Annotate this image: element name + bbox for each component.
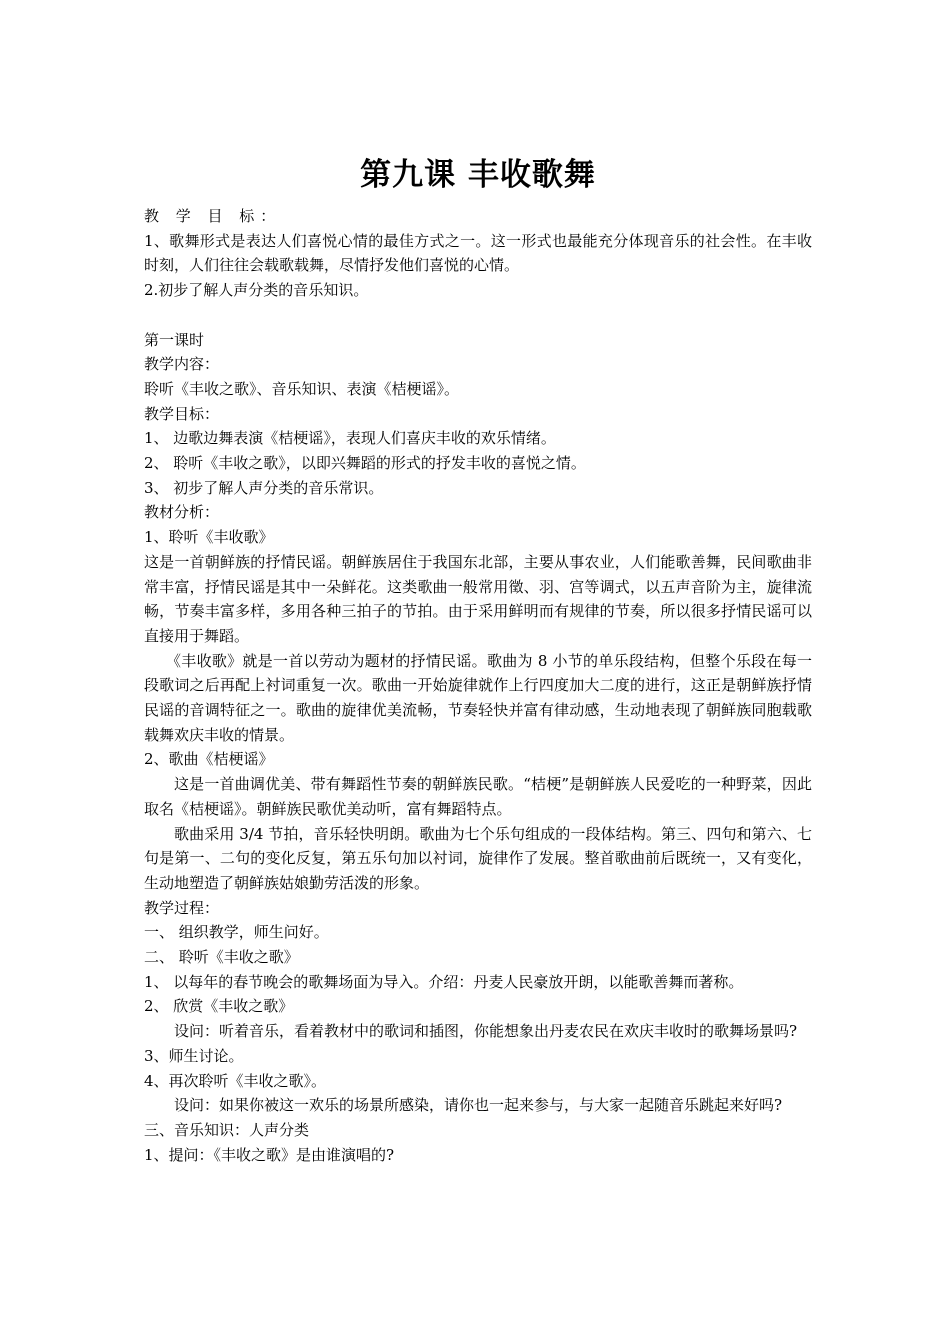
objectives-label: 教学目标： (144, 404, 220, 423)
goal-item-2: 2.初步了解人声分类的音乐知识。 (144, 281, 369, 300)
page-title: 第九课 丰收歌舞 (360, 157, 596, 193)
process-step-2-question-1: 设问：听着音乐，看着教材中的歌词和插图，你能想象出丹麦农民在欢庆丰收时的歌舞场景吗? (174, 1022, 798, 1041)
process-step-2-item-1: 1、 以每年的春节晚会的歌舞场面为导入。介绍：丹麦人民豪放开朗，以能歌善舞而著称。 (144, 972, 744, 991)
analysis-1-paragraph-1: 这是一首朝鲜族的抒情民谣。朝鲜族居住于我国东北部，主要从事农业，人们能歌善舞，民间歌曲非常丰富，抒情民谣是其中一朵鲜花。这类歌曲一般常用徵、羽、宫等调式，以五声音阶为主，旋律流畅，节奏丰富多样，多用各种三拍子的节拍。由于采用鲜明而有规律的节奏，所以很多抒情民谣可以直接用于舞蹈。 (144, 552, 812, 645)
process-step-2-item-4: 4、再次聆听《丰收之歌》。 (144, 1071, 327, 1090)
process-step-3: 三、音乐知识：人声分类 (144, 1121, 310, 1139)
analysis-1-paragraph-2: 《丰收歌》就是一首以劳动为题材的抒情民谣。歌曲为 8 小节的单乐段结构，但整个乐段在每一段歌词之后再配上衬词重复一次。歌曲一开始旋律就作上行四度加大二度的进行，这正是朝鲜族抒情民谣的音调特征之一。歌曲的旋律优美流畅，节奏轻快并富有律动感，生动地表现了朝鲜族同胞载歌载舞欢庆丰收的情景。 (144, 651, 812, 744)
analysis-2-paragraph-1: 这是一首曲调优美、带有舞蹈性节奏的朝鲜族民歌。“桔梗”是朝鲜族人民爱吃的一种野菜，因此取名《桔梗谣》。朝鲜族民歌优美动听，富有舞蹈特点。 (144, 775, 812, 818)
analysis-1-heading: 1、聆听《丰收歌》 (144, 528, 274, 547)
blank-line (144, 303, 812, 328)
content-label: 教学内容： (144, 355, 220, 374)
objective-item-1: 1、 边歌边舞表演《桔梗谣》，表现人们喜庆丰收的欢乐情绪。 (144, 429, 556, 448)
goal-item-1: 1、歌舞形式是表达人们喜悦心情的最佳方式之一。这一形式也最能充分体现音乐的社会性。在丰收时刻，人们往往会载歌载舞，尽情抒发他们喜悦的心情。 (144, 231, 812, 275)
analysis-2-heading: 2、歌曲《桔梗谣》 (144, 750, 274, 769)
process-step-3-item-1: 1、提问：《丰收之歌》是由谁演唱的? (144, 1145, 395, 1164)
process-step-2-item-3: 3、师生讨论。 (144, 1046, 244, 1065)
analysis-2-paragraph-2: 歌曲采用 3/4 节拍，音乐轻快明朗。歌曲为七个乐句组成的一段体结构。第三、四句和第六、七句是第一、二句的变化反复，第五乐句加以衬词，旋律作了发展。整首歌曲前后既统一，又有变化，生动地塑造了朝鲜族姑娘勤劳活泼的形象。 (144, 824, 812, 892)
process-label: 教学过程： (144, 898, 220, 917)
process-step-2-item-2: 2、 欣赏《丰收之歌》 (144, 997, 294, 1016)
objective-item-2: 2、 聆听《丰收之歌》，以即兴舞蹈的形式的抒发丰收的喜悦之情。 (144, 454, 586, 473)
process-step-1: 一、 组织教学，师生问好。 (144, 923, 329, 942)
lesson-heading: 第一课时 (144, 330, 205, 349)
objective-item-3: 3、 初步了解人声分类的音乐常识。 (144, 478, 384, 497)
goals-label: 教 学 目 标： (144, 207, 282, 225)
analysis-label: 教材分析： (144, 503, 220, 522)
content-text: 聆听《丰收之歌》、音乐知识、表演《桔梗谣》。 (144, 379, 460, 398)
process-step-2: 二、 聆听《丰收之歌》 (144, 948, 299, 967)
document-page (144, 150, 812, 1167)
process-step-2-question-2: 设问：如果你被这一欢乐的场景所感染，请你也一起来参与，与大家一起随音乐跳起来好吗? (174, 1096, 783, 1115)
